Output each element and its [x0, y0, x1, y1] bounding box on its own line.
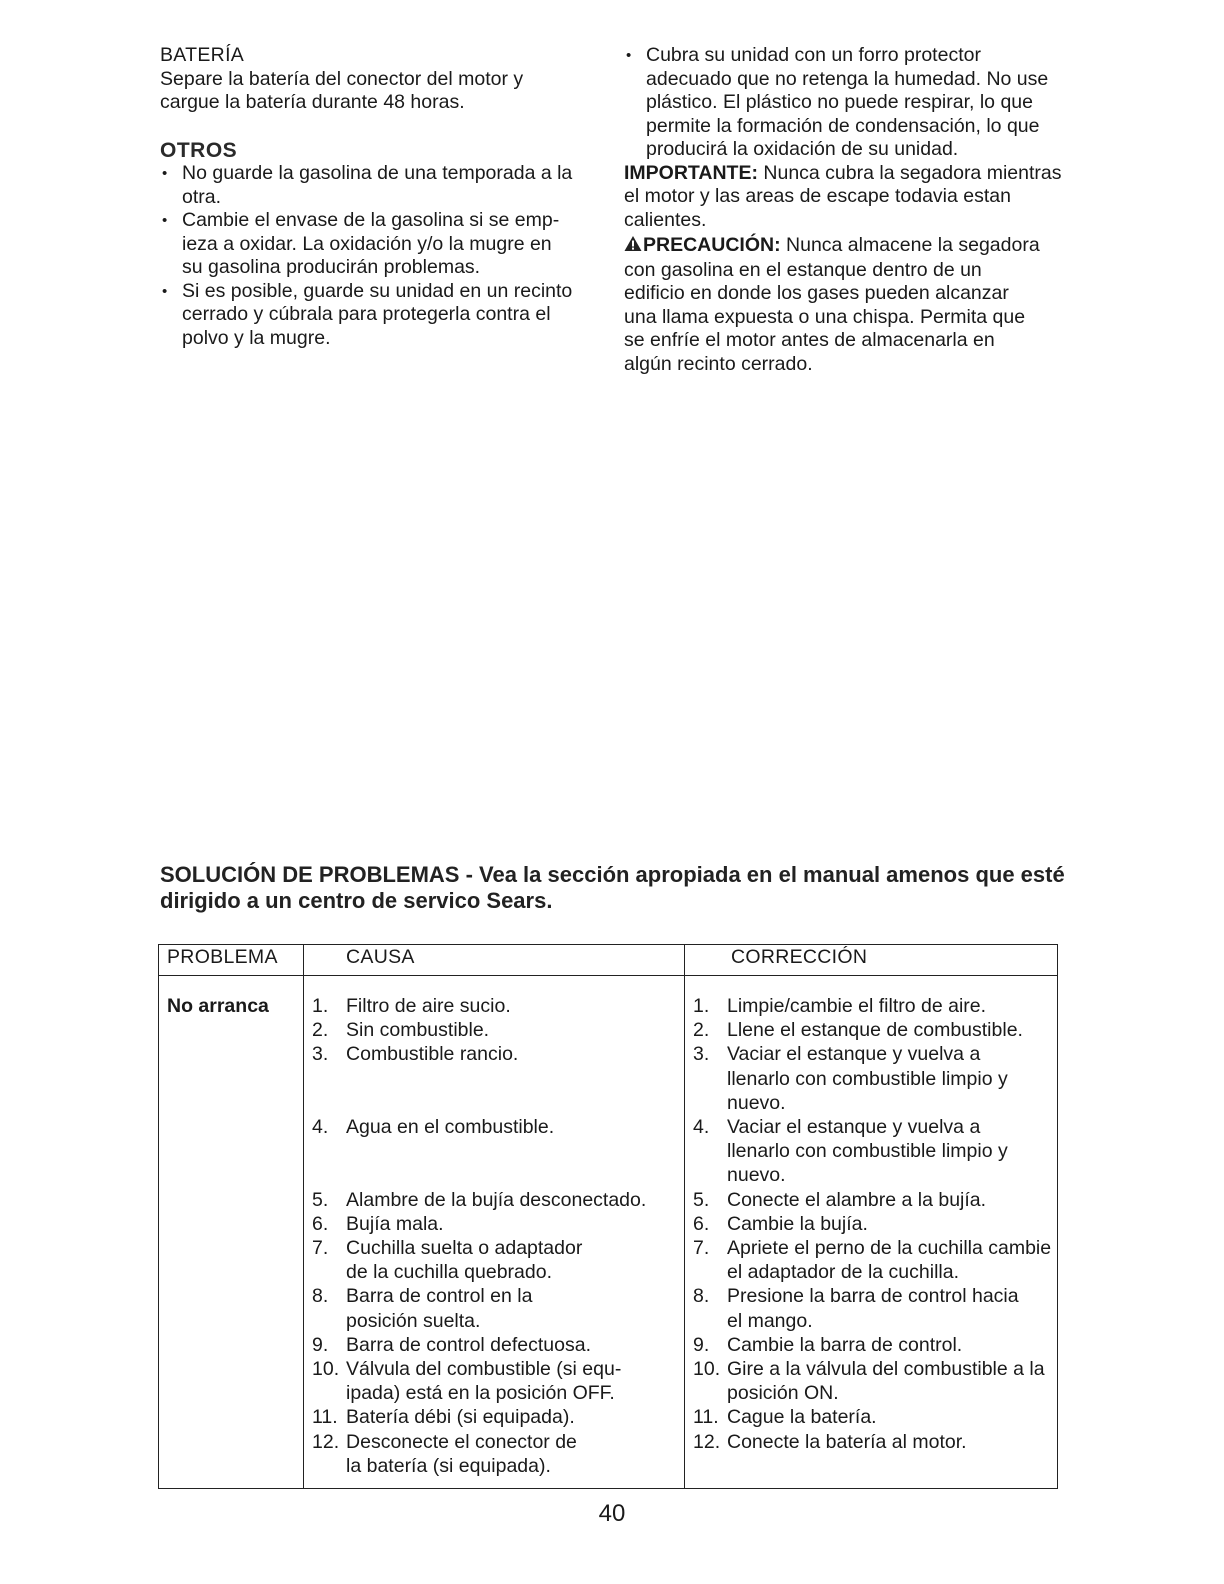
- list-item: 4. Vaciar el estanque y vuelva a llenarlo con combustible limpio y nuevo.: [693, 1116, 1008, 1187]
- list-item: • Si es posible, guarde su unidad en un recinto cerrado y cúbrala para protegerla contra el polvo y la mugre.: [160, 280, 600, 351]
- list-item: 6. Cambie la bujía.: [693, 1212, 868, 1235]
- table-row: [159, 976, 1058, 1489]
- importante-text: Nunca cubra la segadora mientras el motor y las areas de escape todavia estan calientes.: [624, 161, 1062, 231]
- list-item: 3. Combustible rancio.: [312, 1043, 519, 1066]
- list-item: 12. Conecte la batería al motor.: [693, 1430, 967, 1453]
- header-correccion: CORRECCIÓN: [685, 945, 1058, 976]
- corrections-cell: [685, 976, 1058, 1489]
- list-item: 2. Llene el estanque de combustible.: [693, 1019, 1023, 1042]
- list-item: 6. Bujía mala.: [312, 1212, 444, 1235]
- list-item: 3. Vaciar el estanque y vuelva a llenarlo con combustible limpio y nuevo.: [693, 1043, 1008, 1114]
- list-item: 8. Presione la barra de control hacia el mango.: [693, 1285, 1019, 1332]
- otros-list: [160, 162, 600, 350]
- list-item: 8. Barra de control en la posición suelta.: [312, 1285, 533, 1332]
- list-item: 10. Válvula del combustible (si equ- ipada) está en la posición OFF.: [312, 1358, 622, 1405]
- precaucion-note: [624, 234, 1044, 376]
- header-causa: CAUSA: [304, 945, 685, 976]
- corrections-list: [685, 994, 1057, 1454]
- list-item: • Cubra su unidad con un forro protector adecuado que no retenga la humedad. No use plástico. El plástico no puede respirar, lo que permite la formación de condensación, lo que producirá la oxidación de su unidad.: [624, 44, 1054, 162]
- importante-label: IMPORTANTE:: [624, 161, 758, 184]
- list-item: 11. Batería débi (si equipada).: [312, 1406, 575, 1429]
- troubleshooting-title: SOLUCIÓN DE PROBLEMAS - Vea la sección apropiada en el manual amenos que esté dirigido a un centro de servico Sears.: [160, 862, 1065, 913]
- list-item: 10. Gire a la válvula del combustible a la posición ON.: [693, 1358, 1045, 1405]
- page-number: 40: [598, 1500, 626, 1527]
- bateria-heading: BATERÍA: [160, 44, 245, 66]
- bateria-text: Separe la batería del conector del motor y cargue la batería durante 48 horas.: [160, 67, 524, 113]
- list-item: 11. Cague la batería.: [693, 1406, 877, 1429]
- right-column: [624, 44, 1064, 376]
- list-item: 9. Barra de control defectuosa.: [312, 1333, 591, 1356]
- list-item: 7. Cuchilla suelta o adaptador de la cuchilla quebrado.: [312, 1237, 583, 1284]
- left-column: [160, 44, 600, 350]
- table-header-row: [159, 945, 1058, 976]
- causes-list: [304, 994, 684, 1478]
- precaucion-text: Nunca almacene la segadora con gasolina en el estanque dentro de un edificio en donde los gases pueden alcanzar una llama expuesta o una chispa. Permita que se enfríe el motor antes de almacenarla en algún recinto cerrado.: [624, 234, 1040, 375]
- list-item: • Cambie el envase de la gasolina si se emp- ieza a oxidar. La oxidación y/o la mugre en su gasolina producirán problemas.: [160, 209, 562, 280]
- list-item: 12. Desconecte el conector de la batería (si equipada).: [312, 1430, 577, 1477]
- importante-note: [624, 162, 1062, 233]
- list-item: 2. Sin combustible.: [312, 1019, 490, 1042]
- precaucion-label: PRECAUCIÓN:: [643, 234, 781, 256]
- list-item: • No guarde la gasolina de una temporada a la otra.: [160, 162, 600, 209]
- problem-cell: No arranca: [159, 976, 304, 1489]
- header-problema: PROBLEMA: [159, 945, 304, 976]
- causes-cell: [304, 976, 685, 1489]
- list-item: 5. Conecte el alambre a la bujía.: [693, 1188, 987, 1211]
- spacer: [160, 115, 600, 139]
- troubleshooting-table: [158, 944, 1058, 1489]
- list-item: 4. Agua en el combustible.: [312, 1116, 555, 1138]
- list-item: 7. Apriete el perno de la cuchilla cambie el adaptador de la cuchilla.: [693, 1237, 1052, 1284]
- otros-heading: OTROS: [160, 138, 238, 162]
- list-item: 5. Alambre de la bujía desconectado.: [312, 1188, 647, 1211]
- right-list: [624, 44, 1054, 162]
- list-item: 9. Cambie la barra de control.: [693, 1333, 963, 1356]
- list-item: 1. Filtro de aire sucio.: [312, 995, 511, 1017]
- warning-icon: [624, 235, 643, 259]
- list-item: 1. Limpie/cambie el filtro de aire.: [693, 995, 987, 1017]
